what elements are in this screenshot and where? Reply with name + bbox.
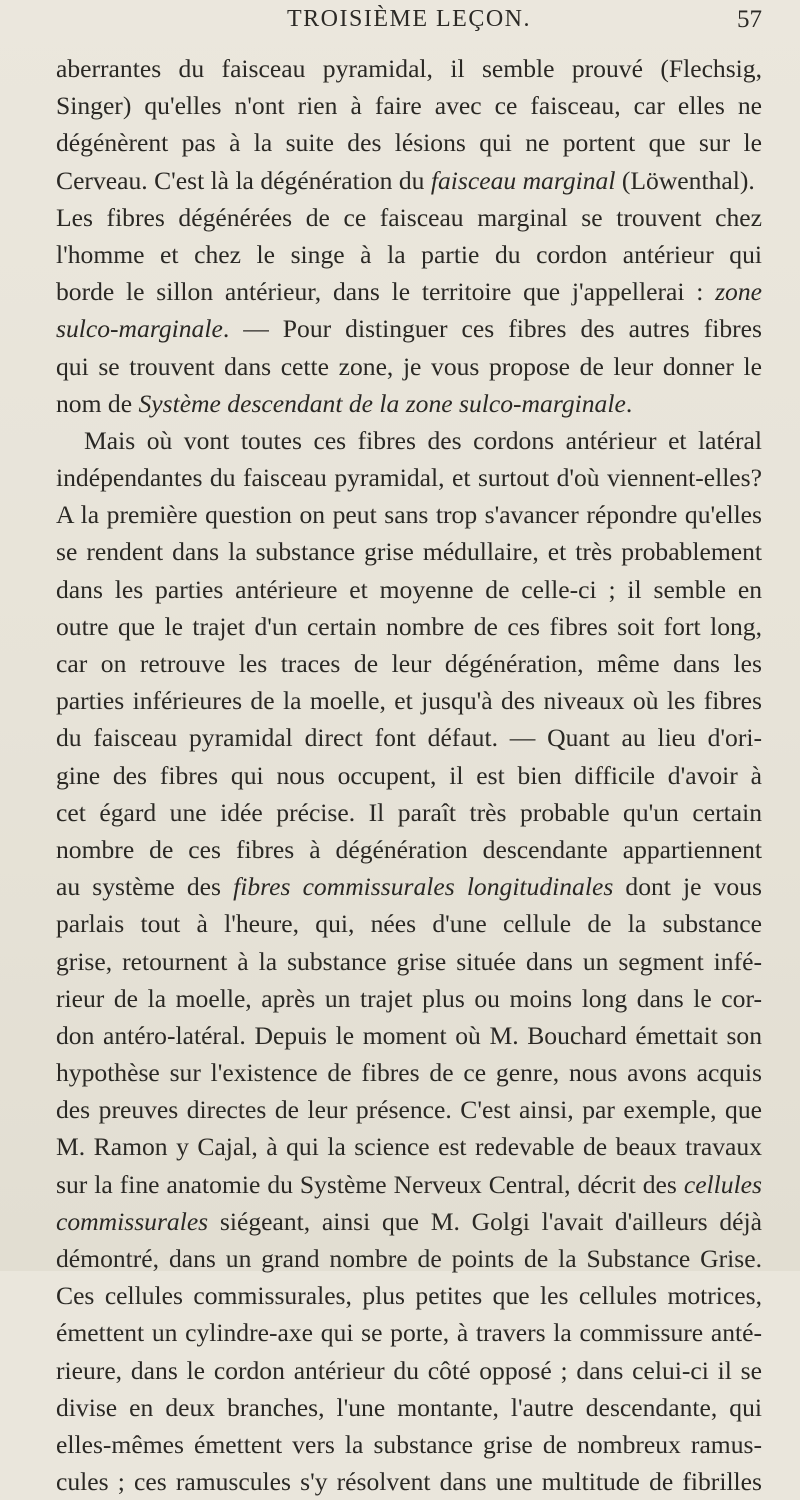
text-segment: dont je vous — [613, 872, 762, 902]
text-line: divise en deux branches, l'une montante, l'autre descendante, qui — [56, 1392, 762, 1422]
text-segment: nom de — [56, 388, 139, 418]
text-line: Singer) qu'elles n'ont rien à faire avec ce faisceau, car elles ne — [56, 91, 762, 121]
text-line: parties inférieures de la moelle, et jusqu'à des niveaux où les fibres — [56, 686, 762, 716]
text-segment: . — Pour distinguer ces fibres des autres fibres — [222, 314, 762, 344]
text-line: gine des fibres qui nous occupent, il est bien difficile d'avoir à — [56, 760, 762, 790]
italic-term: fibres commissurales longitudinales — [233, 872, 614, 902]
text-line: Ces cellules commissurales, plus petites que les cellules motrices, — [56, 1281, 762, 1311]
text-segment: sur la fine anatomie du Système Nerveux Central, décrit des — [56, 1169, 684, 1199]
text-line: des preuves directes de leur présence. C'est ainsi, par exemple, que — [56, 1095, 762, 1125]
text-line: Les fibres dégénérées de ce faisceau marginal se trouvent chez — [56, 202, 762, 232]
text-segment: (Löwenthal). — [615, 165, 755, 195]
text-line: don antéro-latéral. Depuis le moment où M. Bouchard émettait son — [56, 1020, 762, 1050]
text-line: dans les parties antérieure et moyenne de celle-ci ; il semble en — [56, 574, 762, 604]
italic-term: Système descendant de la zone sulco-marginale — [138, 388, 626, 418]
text-line: elles-mêmes émettent vers la substance grise de nombreux ramus- — [56, 1429, 762, 1459]
page-header — [56, 2, 762, 42]
text-line: démontré, dans un grand nombre de points de la Substance Grise. — [56, 1244, 762, 1273]
body-text — [56, 50, 762, 1500]
text-line: outre que le trajet d'un certain nombre de ces fibres soit fort long, — [56, 611, 762, 641]
italic-term: sulco-marginale — [56, 314, 223, 344]
text-line — [56, 273, 762, 310]
text-line — [56, 1166, 762, 1203]
text-line: nombre de ces fibres à dégénération descendante appartiennent — [56, 834, 762, 864]
running-title: TROISIÈME LEÇON. — [287, 6, 531, 32]
text-line: rieur de la moelle, après un trajet plus ou moins long dans le cor- — [56, 983, 762, 1013]
text-segment: au système des — [56, 872, 234, 902]
text-line — [56, 385, 762, 422]
text-line: Mais où vont toutes ces fibres des cordons antérieur et latéral — [84, 425, 762, 455]
text-line: M. Ramon y Cajal, à qui la science est redevable de beaux travaux — [56, 1132, 762, 1162]
text-segment: borde le sillon antérieur, dans le territoire que j'appellerai : — [56, 277, 716, 307]
text-line: émettent un cylindre-axe qui se porte, à travers la commissure anté- — [56, 1318, 762, 1348]
text-line: parlais tout à l'heure, qui, nées d'une cellule de la substance — [56, 909, 762, 939]
italic-term: faisceau marginal — [430, 165, 616, 195]
text-line: qui se trouvent dans cette zone, je vous propose de leur donner le — [56, 351, 762, 381]
text-line: l'homme et chez le singe à la partie du cordon antérieur qui — [56, 239, 762, 269]
text-line: car on retrouve les traces de leur dégénération, même dans les — [56, 649, 762, 678]
text-line: se rendent dans la substance grise médullaire, et très probablement — [56, 537, 762, 567]
italic-term: cellules — [683, 1169, 762, 1199]
text-line: cet égard une idée précise. Il paraît très probable qu'un certain — [56, 797, 762, 827]
text-line — [56, 1203, 762, 1240]
italic-term: zone — [715, 277, 762, 307]
text-segment: . — [625, 388, 633, 418]
text-line: indépendantes du faisceau pyramidal, et surtout d'où viennent-elles? — [56, 463, 762, 493]
text-line: dégénèrent pas à la suite des lésions qui ne portent que sur le — [56, 128, 762, 158]
text-segment: Cerveau. C'est là la dégénération du — [56, 165, 431, 195]
text-line: grise, retournent à la substance grise située dans un segment infé- — [56, 946, 762, 976]
italic-term: commissurales — [56, 1206, 209, 1236]
text-line: hypothèse sur l'existence de fibres de ce genre, nous avons acquis — [56, 1058, 762, 1088]
text-segment: siégeant, ainsi que M. Golgi l'avait d'ailleurs déjà — [208, 1206, 762, 1236]
text-line: aberrantes du faisceau pyramidal, il semble prouvé (Flechsig, — [56, 54, 762, 83]
text-line — [56, 310, 762, 347]
text-line: A la première question on peut sans trop s'avancer répondre qu'elles — [56, 500, 762, 530]
text-line — [56, 162, 762, 199]
text-line — [56, 868, 762, 905]
text-line: du faisceau pyramidal direct font défaut. — Quant au lieu d'ori- — [56, 723, 762, 753]
text-line: cules ; ces ramuscules s'y résolvent dans une multitude de fibrilles — [56, 1467, 762, 1497]
page-number: 57 — [737, 6, 762, 33]
text-line: rieure, dans le cordon antérieur du côté opposé ; dans celui-ci il se — [56, 1355, 762, 1385]
